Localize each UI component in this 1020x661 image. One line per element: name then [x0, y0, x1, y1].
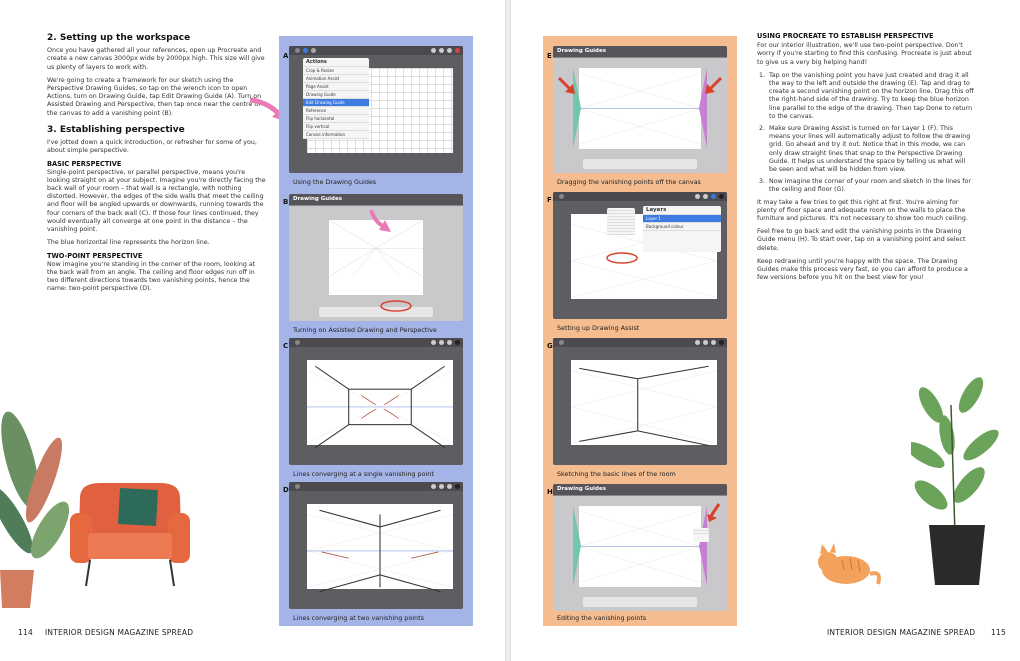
- right-page-number: 115: [991, 628, 1006, 637]
- section-2-paragraph-1: Once you have gathered all your references, open up Procreate and create a new canvas 3000px wide by 2000px high. This size will give us plenty of layers to work with.: [47, 47, 265, 71]
- red-arrow-right-icon: [703, 76, 723, 96]
- panel-a-caption: Using the Drawing Guides: [293, 178, 377, 186]
- red-arrow-left-icon: [557, 76, 577, 96]
- layers-panel: [643, 206, 721, 252]
- background-colour-row[interactable]: Background colour: [643, 223, 721, 231]
- armchair-illustration: [70, 478, 190, 588]
- actions-menu-title: Actions: [303, 58, 369, 67]
- menu-item[interactable]: Page Assist: [303, 83, 369, 91]
- drawing-guides-title: Drawing Guides: [293, 196, 342, 202]
- drawing-guides-title: Drawing Guides: [557, 48, 606, 54]
- menu-item[interactable]: Drawing Guide: [303, 91, 369, 99]
- section-2-paragraph-2: We're going to create a framework for our sketch using the Perspective Drawing Guides, so tap on the wrench icon to open Actions, turn on Drawing Guide, tap Edit Drawing Guide (A). Turn on Assisted Drawing and Perspective, then tap once near the centre of the canvas to add a vanishing point (B).: [47, 76, 262, 117]
- menu-item[interactable]: Flip horizontal: [303, 115, 369, 123]
- panel-g-letter: G: [547, 342, 553, 350]
- layer-1-row[interactable]: Layer 1: [643, 215, 721, 223]
- red-arrow-down-icon: [703, 502, 723, 524]
- left-page-number: 114: [18, 628, 33, 637]
- panel-e-letter: E: [547, 52, 552, 60]
- step-1: 1. Tap on the vanishing point you have just created and drag it all the way to the left and outside the drawing (E). Tap and drag to create a second vanishing point on the horizon line. Drag this off the right-hand side of the drawing. Try to keep the blue horizon line parallel to the edge of the drawing. Then tap Done to return to the canvas.: [767, 72, 975, 121]
- left-text-column: [47, 34, 267, 298]
- section-2-title: 2. Setting up the workspace: [47, 33, 191, 43]
- panel-c-letter: C: [283, 342, 289, 350]
- panel-d: [289, 482, 463, 609]
- panel-e: [553, 46, 727, 173]
- steps-list: [757, 72, 975, 195]
- section-3-paragraph-1: I've jotted down a quick introduction, or refresher for some of you, about simple perspective.: [47, 139, 257, 155]
- procreate-section-title: USING PROCREATE TO ESTABLISH PERSPECTIVE: [757, 32, 934, 40]
- step-3: 3. Now imagine the corner of your room and sketch in the lines for the ceiling and floor (G).: [767, 178, 975, 194]
- menu-item[interactable]: Canvas information: [303, 131, 369, 139]
- basic-perspective-paragraph-1: Single-point perspective, or parallel perspective, means you're looking straight on at your subject. Imagine you're directly facing the back wall of your room – that wall is a rectangle, with nothing distorted. However, the edges of the side walls that meet the ceiling and floor will be angled upwards or downwards, running towards the four corners of the back wall (C). If those four lines continued, they would eventually all converge at one point in the distance – the vanishing point.: [47, 168, 266, 234]
- plant-illustration-right: [911, 375, 1001, 590]
- paragraph-1: It may take a few tries to get this right at first. You're aiming for plenty of floor space and adequate room on the walls to place the furniture and pictures. It's not necessary to show too much ceiling.: [757, 198, 968, 223]
- step-2: 2. Make sure Drawing Assist is turned on for Layer 1 (F). This means your lines will automatically adjust to follow the drawing grid. Go ahead and try it out. Notice that in this mode, we can only draw straight lines that snap to the Perspective Drawing Guide. It helps us understand the space by telling us what will be seen and what will be hidden from view.: [767, 125, 975, 174]
- drawing-guides-title: Drawing Guides: [557, 486, 606, 492]
- two-point-perspective-title: TWO-POINT PERSPECTIVE: [47, 252, 143, 261]
- menu-item[interactable]: Animation Assist: [303, 75, 369, 83]
- panel-c-caption: Lines converging at a single vanishing point: [293, 470, 434, 478]
- panel-f-letter: F: [547, 196, 552, 204]
- panel-g: [553, 338, 727, 465]
- panel-d-letter: D: [283, 486, 289, 494]
- right-page: [511, 0, 1020, 661]
- panel-f-caption: Setting up Drawing Assist: [557, 324, 640, 332]
- right-screenshot-strip: [543, 36, 737, 626]
- panel-a: [289, 46, 463, 173]
- panel-d-caption: Lines converging at two vanishing points: [293, 614, 424, 622]
- actions-menu: [303, 58, 369, 139]
- red-highlight-circle-icon: [605, 252, 639, 264]
- paragraph-2: Feel free to go back and edit the vanishing points in the Drawing Guide menu (H). To start over, tap on a vanishing point and select delete.: [757, 228, 966, 252]
- cat-illustration: [816, 540, 886, 590]
- panel-h-letter: H: [547, 488, 553, 496]
- menu-item-selected[interactable]: Edit Drawing Guide: [303, 99, 369, 107]
- panel-c: [289, 338, 463, 465]
- basic-perspective-paragraph-2: The blue horizontal line represents the horizon line.: [47, 239, 210, 247]
- menu-item[interactable]: Reference: [303, 107, 369, 115]
- basic-perspective-title: BASIC PERSPECTIVE: [47, 160, 122, 169]
- left-screenshot-strip: [279, 36, 473, 626]
- panel-b: [289, 194, 463, 321]
- panel-f: [553, 192, 727, 319]
- panel-b-caption: Turning on Assisted Drawing and Perspective: [293, 326, 437, 334]
- two-point-perspective-paragraph: Now imagine you're standing in the corner of the room, looking at the back wall from an angle. The ceiling and floor edges run off in two different directions towards two vanishing points, hence the name: two-point perspective (D).: [47, 260, 256, 293]
- panel-b-letter: B: [283, 198, 289, 206]
- pink-pointer-arrow-icon: [367, 208, 397, 238]
- plant-illustration: [0, 380, 70, 610]
- panel-g-caption: Sketching the basic lines of the room: [557, 470, 676, 478]
- layers-title: Layers: [643, 206, 721, 215]
- right-text-column: [757, 32, 975, 287]
- section-3-title: 3. Establishing perspective: [47, 124, 185, 135]
- red-highlight-circle-icon: [379, 299, 413, 313]
- panel-e-caption: Dragging the vanishing points off the canvas: [557, 178, 701, 186]
- paragraph-3: Keep redrawing until you're happy with the space. The Drawing Guides make this process very fast, so you can afford to produce a few versions before you hit on the best view for you!: [757, 257, 968, 282]
- menu-item[interactable]: Crop & Resize: [303, 67, 369, 75]
- panel-h-caption: Editing the vanishing points: [557, 614, 647, 622]
- left-page: [0, 0, 505, 661]
- panel-a-letter: A: [283, 52, 289, 60]
- panel-h: [553, 484, 727, 611]
- left-footer-title: INTERIOR DESIGN MAGAZINE SPREAD: [45, 628, 194, 637]
- menu-item[interactable]: Flip vertical: [303, 123, 369, 131]
- procreate-intro: For our interior illustration, we'll use two-point perspective. Don't worry if you're starting to find this confusing. Procreate is just about to give us a very big helping hand!: [757, 42, 972, 66]
- right-footer-title: INTERIOR DESIGN MAGAZINE SPREAD: [827, 628, 976, 637]
